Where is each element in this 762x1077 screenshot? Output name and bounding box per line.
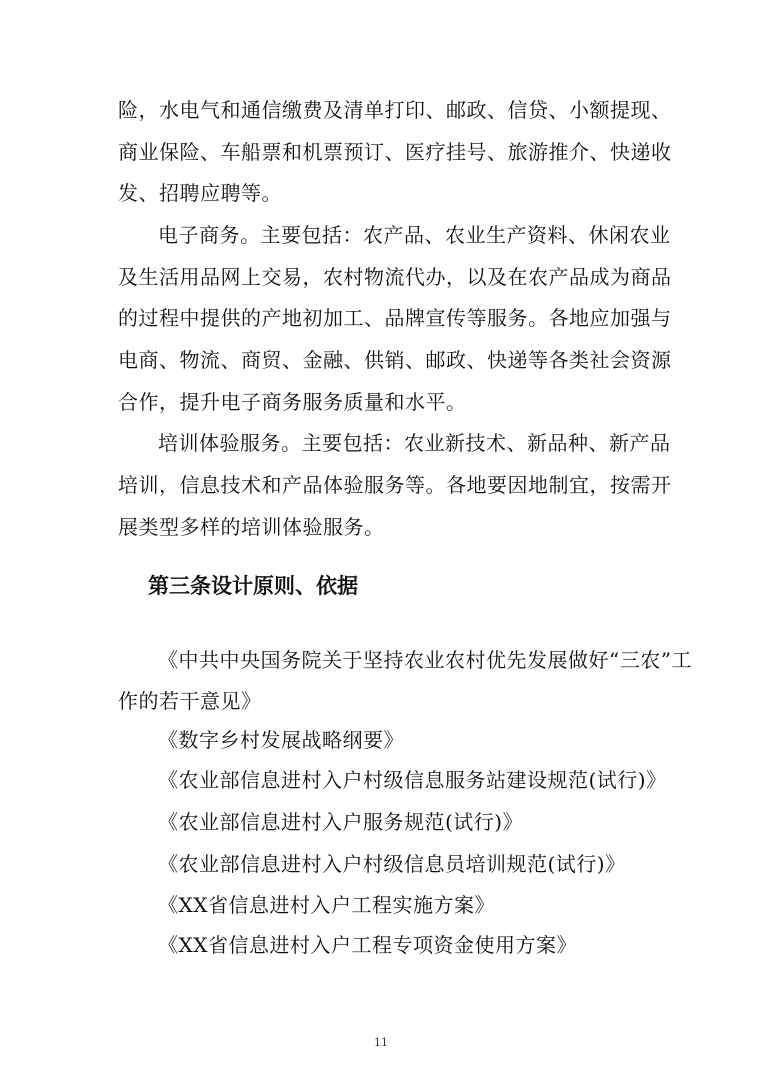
body-text-line: 及生活用品网上交易，农村物流代办，以及在农产品成为商品 <box>118 265 672 289</box>
page-number: 11 <box>374 1036 388 1049</box>
reference-line: 作的若干意见》 <box>118 689 262 713</box>
reference-line: 《数字乡村发展战略纲要》 <box>158 728 404 752</box>
body-text-line: 合作，提升电子商务服务质量和水平。 <box>118 390 467 414</box>
reference-line: 《中共中央国务院关于坚持农业农村优先发展做好“三农”工 <box>158 648 692 672</box>
body-text-line: 险，水电气和通信缴费及清单打印、邮政、信贷、小额提现、 <box>118 98 672 122</box>
section-heading: 第三条设计原则、依据 <box>148 573 358 598</box>
body-text-line: 培训体验服务。主要包括：农业新技术、新品种、新产品 <box>158 431 671 455</box>
reference-line: 《XX省信息进村入户工程专项资金使用方案》 <box>158 933 577 957</box>
reference-line: 《XX省信息进村入户工程实施方案》 <box>158 893 495 917</box>
body-text-line: 电商、物流、商贸、金融、供销、邮政、快递等各类社会资源 <box>118 348 672 372</box>
body-text-line: 商业保险、车船票和机票预订、医疗挂号、旅游推介、快递收 <box>118 140 672 164</box>
reference-line: 《农业部信息进村入户服务规范(试行)》 <box>158 810 524 834</box>
body-text-line: 的过程中提供的产地初加工、品牌宣传等服务。各地应加强与 <box>118 306 672 330</box>
body-text-line: 电子商务。主要包括：农产品、农业生产资料、休闲农业 <box>158 223 671 247</box>
body-text-line: 发、招聘应聘等。 <box>118 181 282 205</box>
reference-line: 《农业部信息进村入户村级信息服务站建设规范(试行)》 <box>158 768 667 792</box>
body-text-line: 展类型多样的培训体验服务。 <box>118 515 385 539</box>
reference-line: 《农业部信息进村入户村级信息员培训规范(试行)》 <box>158 852 626 876</box>
body-text-line: 培训，信息技术和产品体验服务等。各地要因地制宜，按需开 <box>118 473 672 497</box>
